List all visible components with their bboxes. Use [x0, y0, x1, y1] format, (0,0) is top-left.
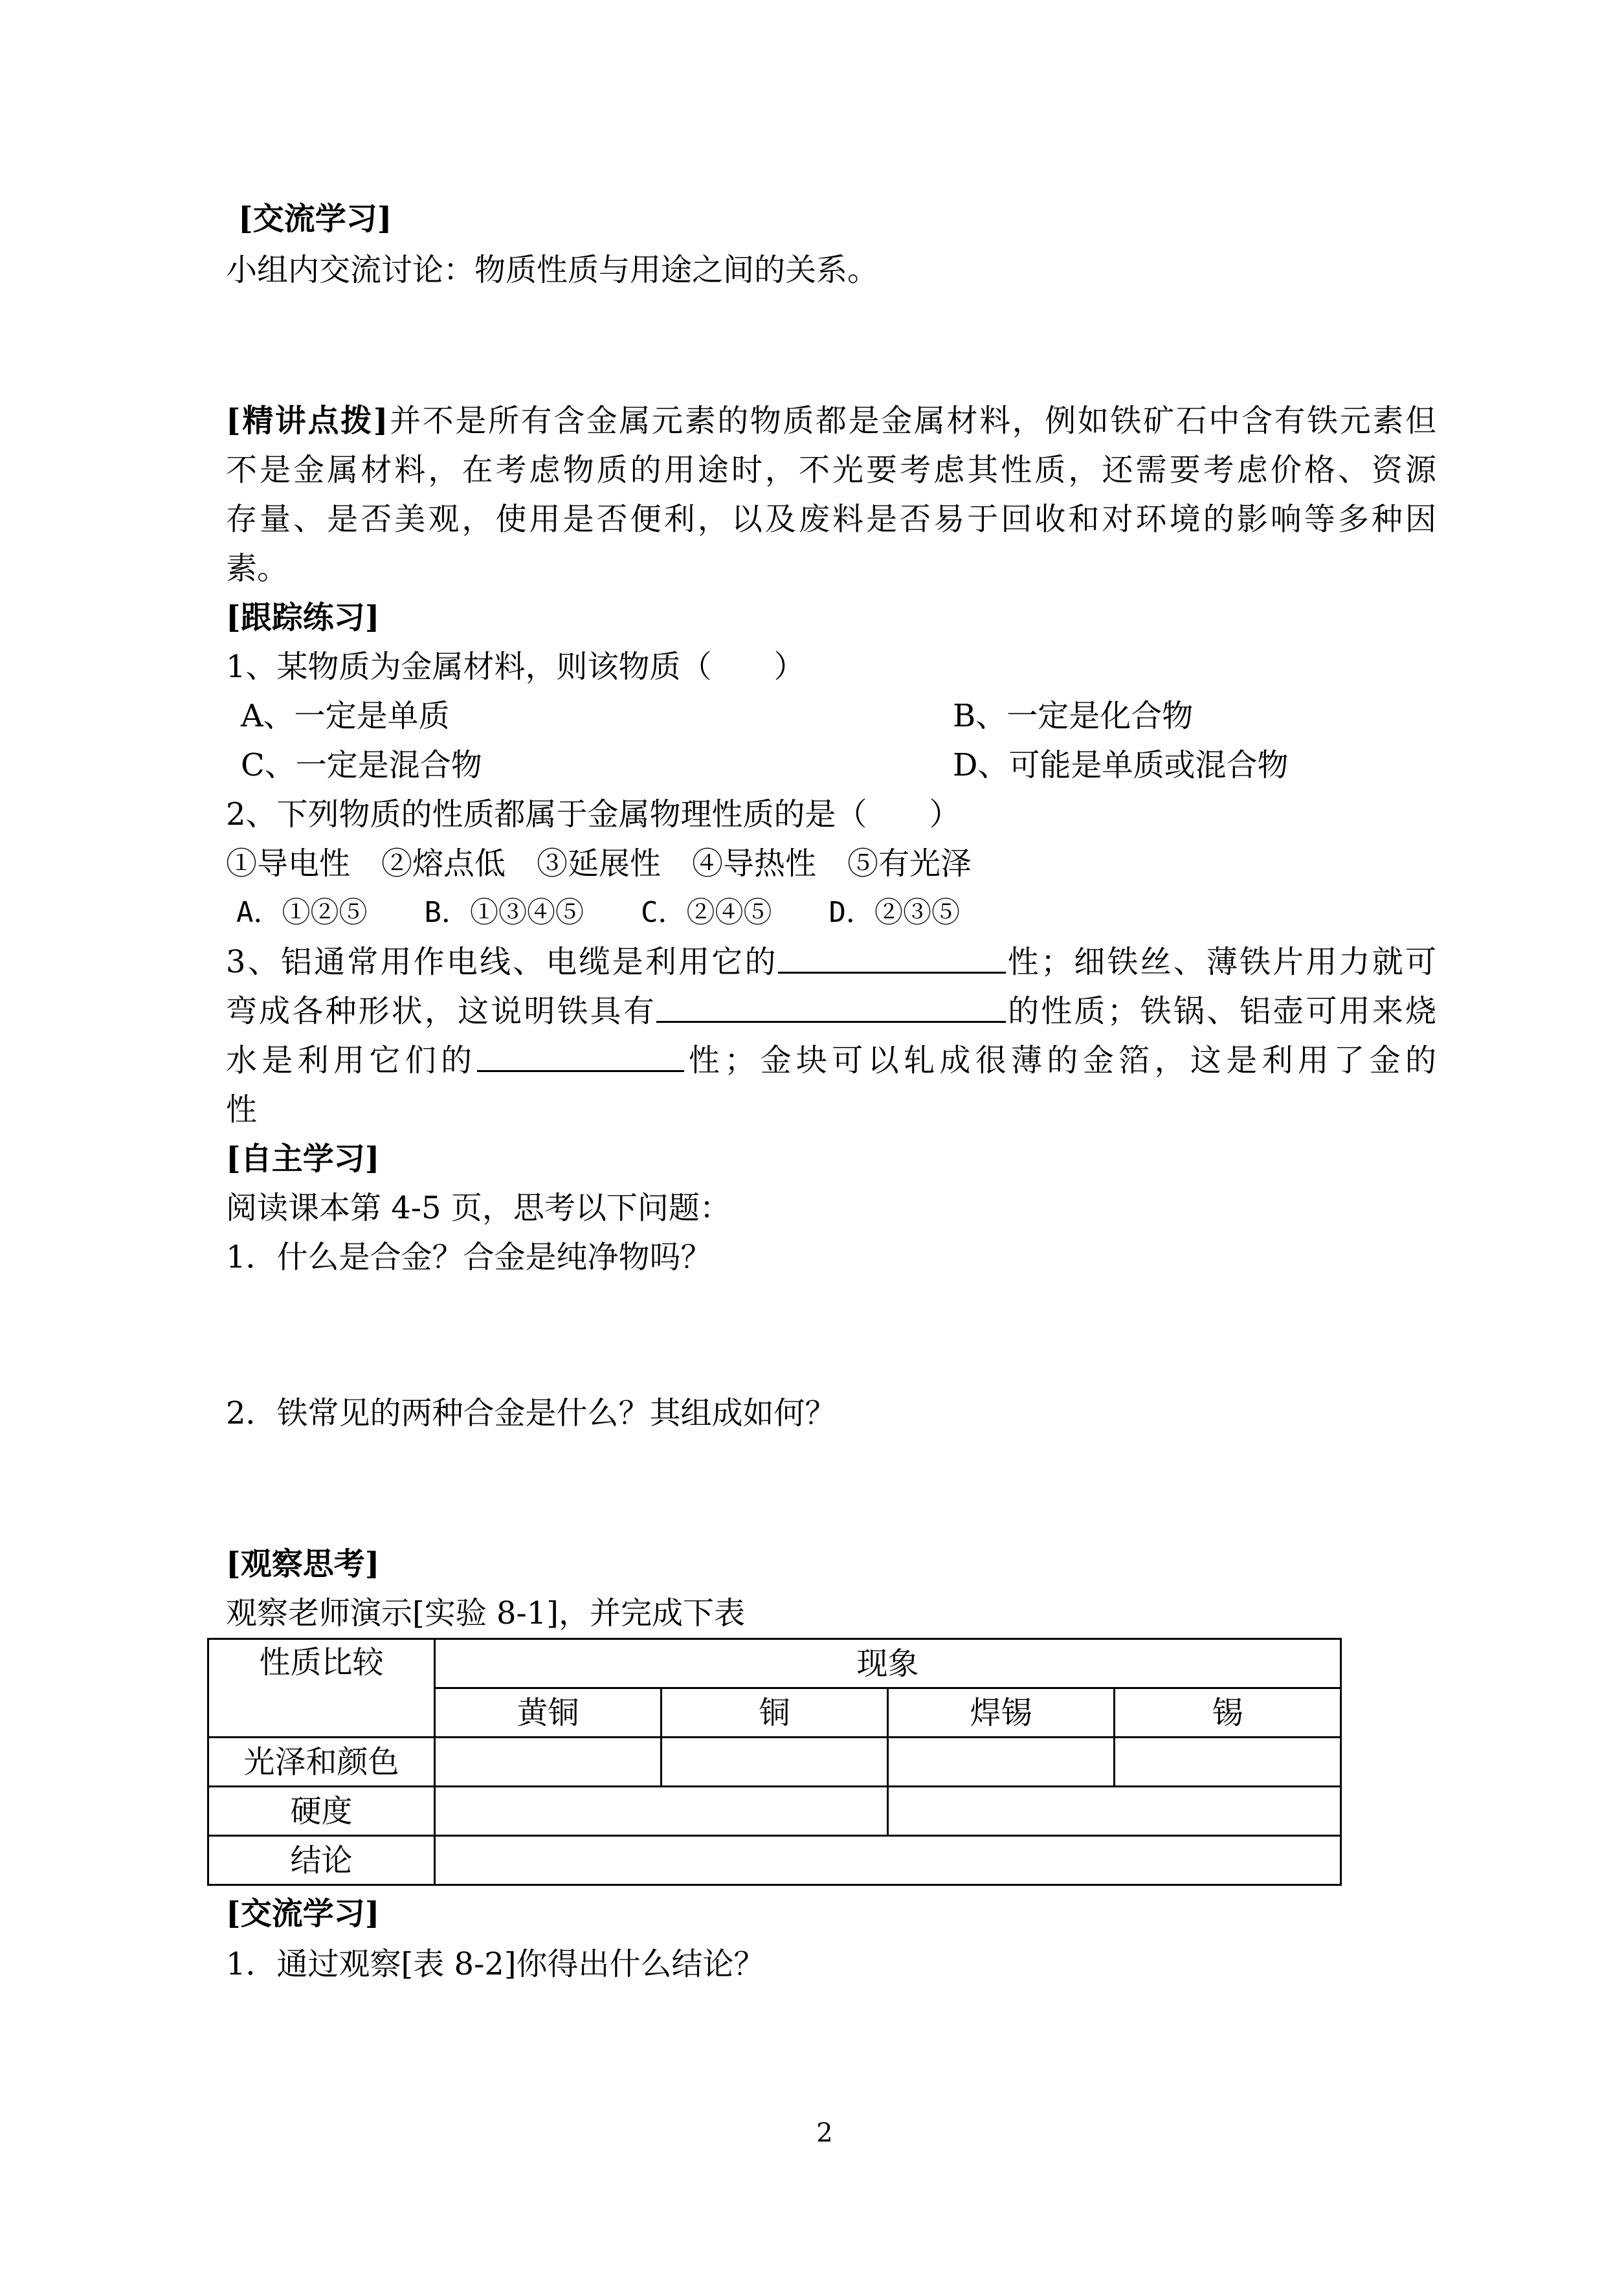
question-1-options-row-2	[241, 741, 1445, 790]
q1-option-b: B、一定是化合物	[953, 698, 1194, 734]
discussion-text: 小组内交流讨论：物质性质与用途之间的关系。	[226, 252, 879, 288]
page-number: 2	[816, 2118, 833, 2148]
observe-intro: 观察老师演示[实验 8-1]，并完成下表	[226, 1595, 746, 1631]
table-col-header: 锡	[1115, 1688, 1341, 1738]
section-heading-observe: [观察思考]	[226, 1546, 380, 1582]
table-cell[interactable]	[435, 1738, 662, 1787]
q1-option-c: C、一定是混合物	[241, 747, 482, 783]
table-corner-header: 性质比较	[208, 1639, 435, 1738]
table-row-header: 光泽和颜色	[208, 1738, 435, 1787]
q1-option-a: A、一定是单质	[241, 698, 450, 734]
question-3-line-4: 性	[226, 1091, 258, 1128]
section-heading-self-study: [自主学习]	[226, 1141, 380, 1177]
question-3-line-3: 水是利用它们的 性；金块可以轧成很薄的金箔，这是利用了金的	[226, 1036, 1436, 1085]
table-cell[interactable]	[888, 1738, 1115, 1787]
question-2-stem: 2、下列物质的性质都属于金属物理性质的是（ ）	[226, 796, 961, 833]
section-heading-practice: [跟踪练习]	[226, 599, 380, 636]
question-3-line-2: 弯成各种形状，这说明铁具有 的性质；铁锅、铝壶可用来烧	[226, 987, 1436, 1036]
answer-blank-3[interactable]	[477, 1038, 684, 1072]
table-cell[interactable]	[435, 1836, 1341, 1885]
table-row-header: 结论	[208, 1836, 435, 1885]
observation-table	[207, 1638, 1342, 1886]
answer-blank-2[interactable]	[656, 989, 1006, 1023]
table-col-header: 铜	[662, 1688, 888, 1738]
explanation-line-4: 素。	[226, 550, 289, 587]
table-cell[interactable]	[435, 1787, 888, 1836]
self-study-question-1: 1．什么是合金？合金是纯净物吗？	[226, 1239, 712, 1275]
table-col-header: 黄铜	[435, 1688, 662, 1738]
explanation-line-2: 不是金属材料，在考虑物质的用途时，不光要考虑其性质，还需要考虑价格、资源	[226, 452, 1436, 488]
exchange-question-1: 1．通过观察[表 8-2]你得出什么结论？	[226, 1946, 765, 1982]
table-row	[208, 1836, 1341, 1885]
table-cell[interactable]	[662, 1738, 888, 1787]
table-row	[208, 1738, 1341, 1787]
section-heading-exchange-1: [交流学习]	[238, 201, 392, 237]
answer-blank-1[interactable]	[778, 939, 1006, 974]
table-row	[208, 1787, 1341, 1836]
question-3-line-1: 3、铝通常用作电线、电缆是利用它的 性；细铁丝、薄铁片用力就可	[226, 937, 1436, 987]
question-1-stem: 1、某物质为金属材料，则该物质（ ）	[226, 649, 805, 685]
explanation-line-1: [精讲点拨]并不是所有含金属元素的物质都是金属材料，例如铁矿石中含有铁元素但	[226, 403, 1436, 439]
table-col-header: 焊锡	[888, 1688, 1115, 1738]
question-2-options: A．①②⑤ B．①③④⑤ C．②④⑤ D．②③⑤	[236, 896, 960, 929]
q1-option-d: D、可能是单质或混合物	[953, 747, 1289, 783]
table-cell[interactable]	[1115, 1738, 1341, 1787]
self-study-question-2: 2．铁常见的两种合金是什么？其组成如何？	[226, 1395, 836, 1431]
section-heading-exchange-2: [交流学习]	[226, 1896, 380, 1932]
table-row-header: 硬度	[208, 1787, 435, 1836]
table-group-header: 现象	[435, 1639, 1341, 1688]
question-1-options-row-1	[241, 691, 1445, 741]
section-heading-explanation: [精讲点拨]	[226, 403, 388, 439]
self-study-intro: 阅读课本第 4-5 页，思考以下问题：	[226, 1190, 731, 1226]
explanation-line-3: 存量、是否美观，使用是否便利，以及废料是否易于回收和对环境的影响等多种因	[226, 501, 1436, 537]
table-cell[interactable]	[888, 1787, 1341, 1836]
question-2-items: ①导电性 ②熔点低 ③延展性 ④导热性 ⑤有光泽	[226, 845, 972, 882]
table-header-row	[208, 1639, 1341, 1688]
